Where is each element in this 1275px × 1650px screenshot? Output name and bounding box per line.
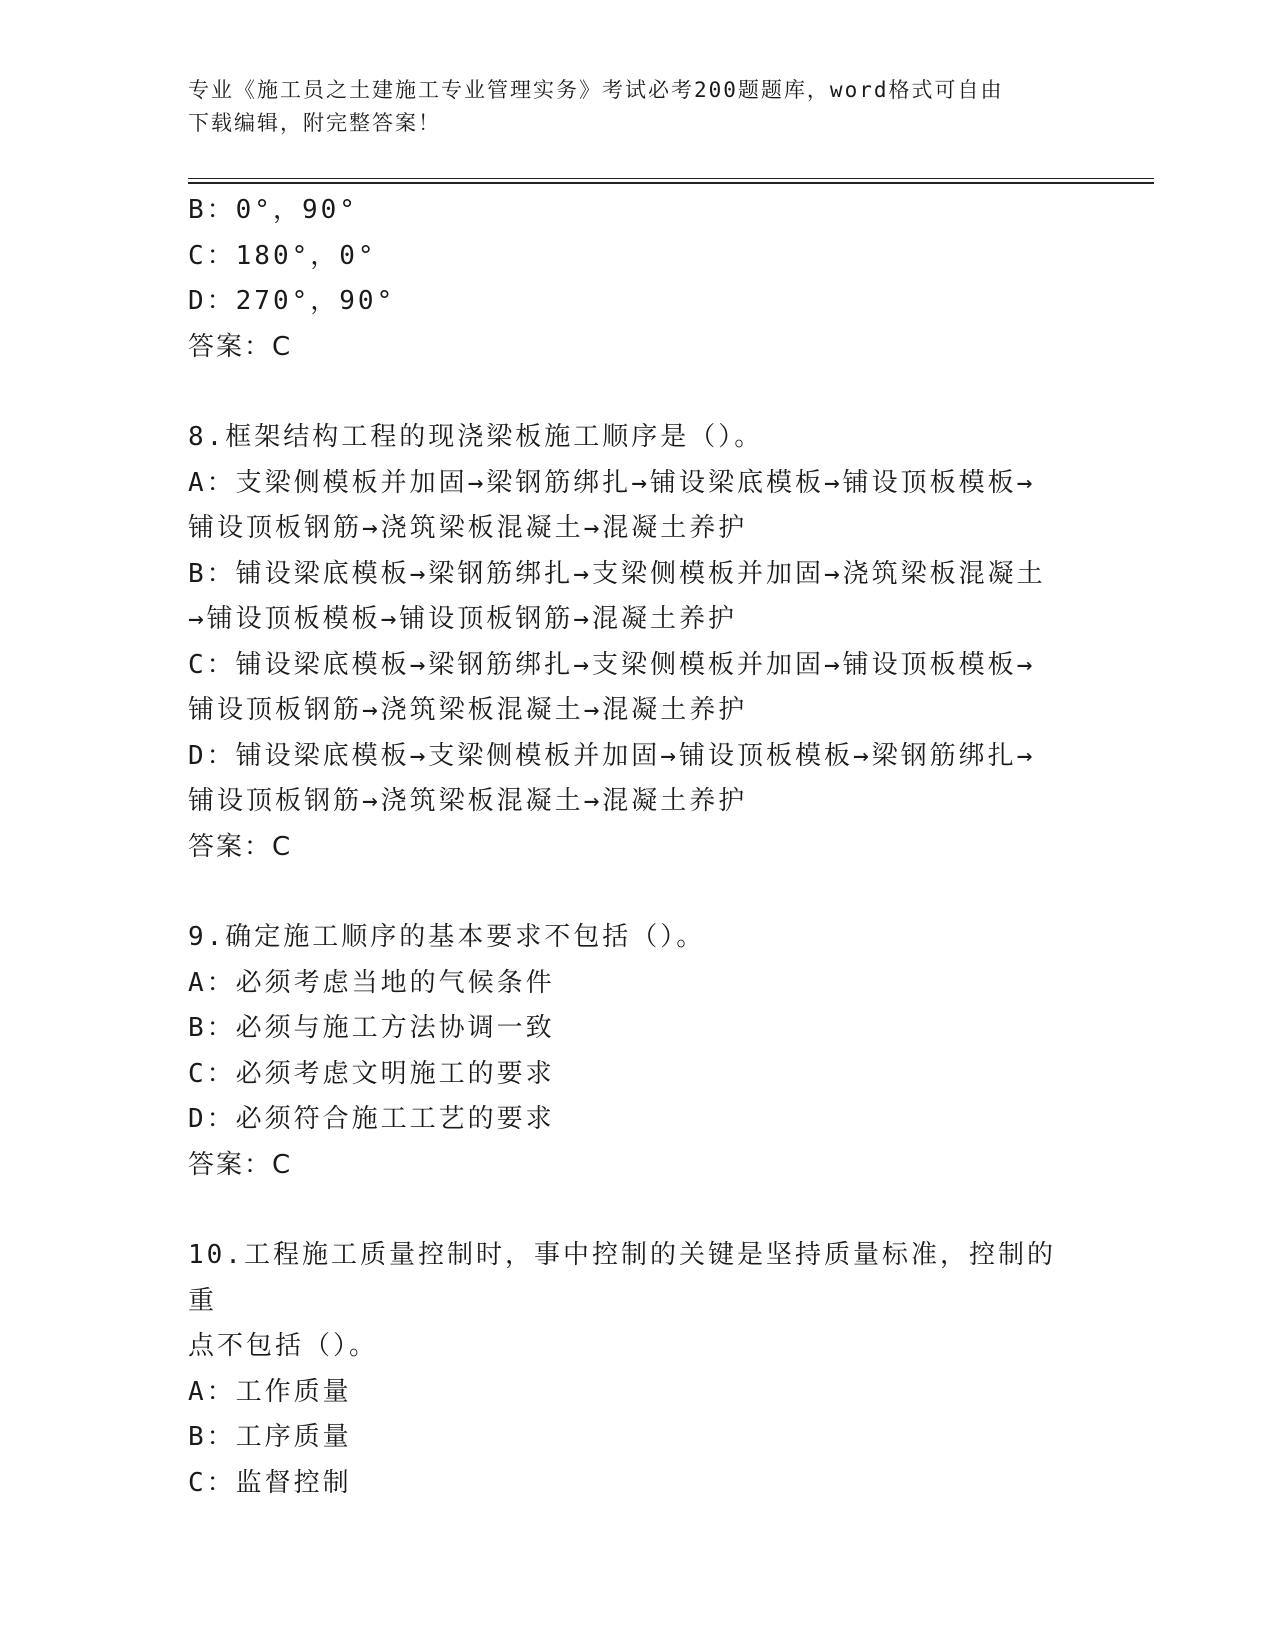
q8-option-c-line-2: 铺设顶板钢筋→浇筑梁板混凝土→混凝土养护	[188, 695, 748, 725]
document-header	[188, 74, 1068, 140]
q9-option-d: D：必须符合施工工艺的要求	[188, 1104, 555, 1134]
q8-answer: 答案：C	[188, 831, 293, 862]
q8-option-d-line-1: D：铺设梁底模板→支梁侧模板并加固→铺设顶板模板→梁钢筋绑扎→	[188, 740, 1036, 771]
spacer	[188, 370, 1068, 415]
q10-option-b: B：工序质量	[188, 1422, 352, 1452]
q10-option-c: C：监督控制	[188, 1467, 352, 1498]
q9-option-c: C：必须考虑文明施工的要求	[188, 1058, 555, 1089]
q8-option-b-line-2: →铺设顶板模板→铺设顶板钢筋→混凝土养护	[188, 604, 737, 634]
q7-option-d: D：270°，90°	[188, 286, 396, 316]
q8-option-d-line-2: 铺设顶板钢筋→浇筑梁板混凝土→混凝土养护	[188, 786, 748, 816]
q10-question-line-1: 10.工程施工质量控制时，事中控制的关键是坚持质量标准，控制的重	[188, 1240, 1056, 1316]
q10-question-line-2: 点不包括（）。	[188, 1331, 379, 1361]
header-line-2: 下载编辑，附完整答案！	[188, 111, 441, 135]
question-8	[188, 415, 1068, 870]
q10-option-a: A：工作质量	[188, 1376, 352, 1407]
q9-answer: 答案：C	[188, 1149, 293, 1180]
q8-option-b-line-1: B：铺设梁底模板→梁钢筋绑扎→支梁侧模板并加固→浇筑梁板混凝土	[188, 558, 1046, 589]
document-page	[188, 0, 1148, 1650]
spacer	[188, 870, 1068, 915]
header-rule-thick	[188, 182, 1154, 184]
document-body	[188, 188, 1068, 1506]
q8-question: 8.框架结构工程的现浇梁板施工顺序是（）。	[188, 422, 764, 452]
q9-option-b: B：必须与施工方法协调一致	[188, 1013, 555, 1043]
header-rule-thin	[188, 178, 1154, 179]
question-9	[188, 915, 1068, 1188]
header-line-1: 专业《施工员之土建施工专业管理实务》考试必考200题题库，word格式可自由	[188, 78, 1004, 102]
question-10	[188, 1233, 1068, 1506]
q9-option-a: A：必须考虑当地的气候条件	[188, 967, 555, 998]
q8-option-c-line-1: C：铺设梁底模板→梁钢筋绑扎→支梁侧模板并加固→铺设顶板模板→	[188, 649, 1036, 680]
spacer	[188, 1188, 1068, 1233]
q7-answer: 答案：C	[188, 331, 293, 362]
q8-option-a-line-1: A：支梁侧模板并加固→梁钢筋绑扎→铺设梁底模板→铺设顶板模板→	[188, 467, 1036, 498]
q7-option-b: B：0°，90°	[188, 195, 358, 225]
q8-option-a-line-2: 铺设顶板钢筋→浇筑梁板混凝土→混凝土养护	[188, 513, 748, 543]
q9-question: 9.确定施工顺序的基本要求不包括（）。	[188, 922, 706, 952]
question-7-tail	[188, 188, 1068, 370]
q7-option-c: C：180°，0°	[188, 240, 377, 271]
